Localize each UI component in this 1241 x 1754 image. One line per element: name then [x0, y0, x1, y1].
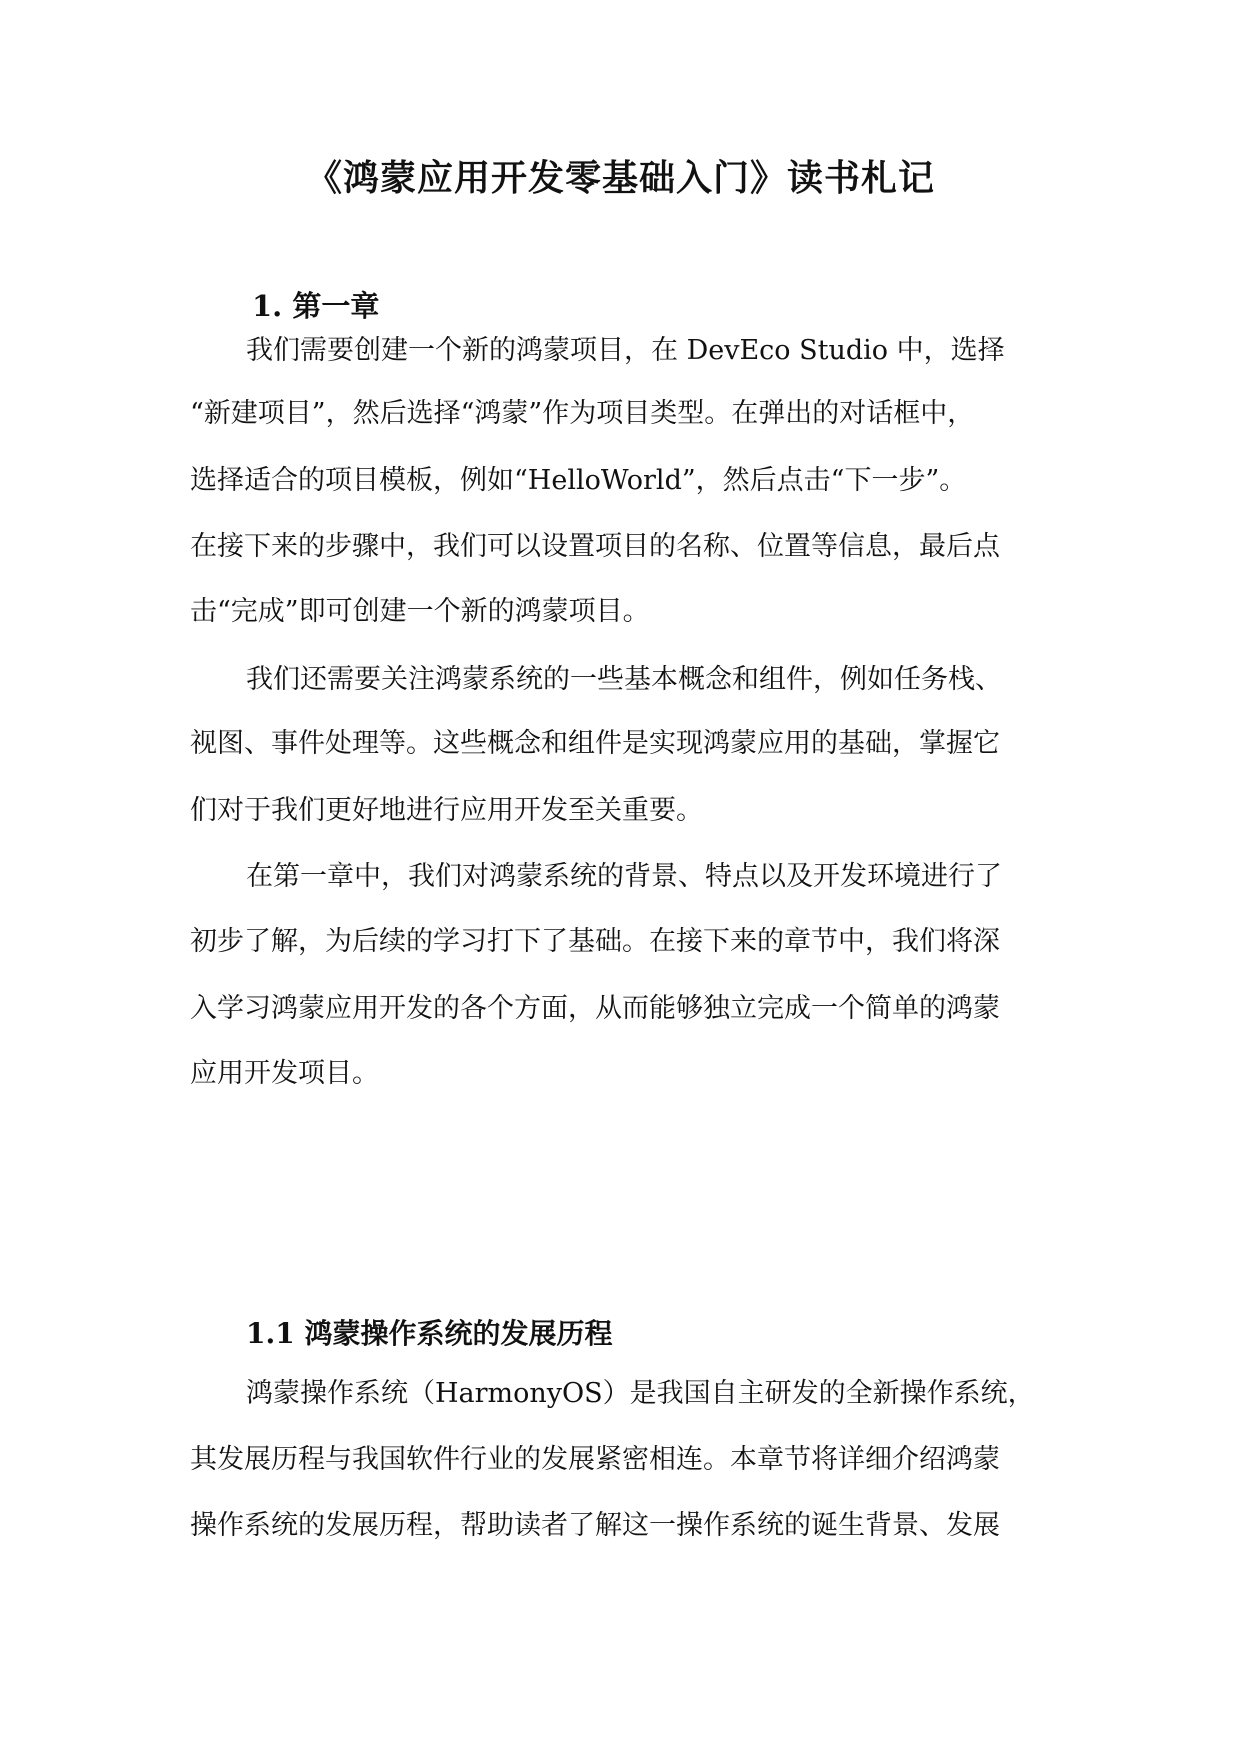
- paragraph-line: 在第一章中，我们对鸿蒙系统的背景、特点以及开发环境进行了: [246, 861, 1002, 892]
- paragraph-line: 们对于我们更好地进行应用开发至关重要。: [190, 795, 703, 826]
- paragraph-line: 初步了解，为后续的学习打下了基础。在接下来的章节中，我们将深: [190, 926, 1000, 957]
- paragraph-line: 应用开发项目。: [190, 1058, 379, 1089]
- paragraph-line: 击“完成”即可创建一个新的鸿蒙项目。: [190, 596, 650, 627]
- paragraph-line: 视图、事件处理等。这些概念和组件是实现鸿蒙应用的基础，掌握它: [190, 728, 1000, 759]
- paragraph-line: 我们需要创建一个新的鸿蒙项目，在 DevEco Studio 中，选择: [246, 335, 1005, 366]
- section-heading: 1.1 鸿蒙操作系统的发展历程: [246, 1317, 613, 1350]
- paragraph-line: 在接下来的步骤中，我们可以设置项目的名称、位置等信息，最后点: [190, 531, 1000, 562]
- paragraph-line: 选择适合的项目模板，例如“HelloWorld”，然后点击“下一步”。: [190, 465, 967, 496]
- paragraph-line: 操作系统的发展历程，帮助读者了解这一操作系统的诞生背景、发展: [190, 1510, 1000, 1541]
- paragraph-line: “新建项目”，然后选择“鸿蒙”作为项目类型。在弹出的对话框中，: [190, 398, 975, 429]
- paragraph-line: 鸿蒙操作系统（HarmonyOS）是我国自主研发的全新操作系统，: [246, 1378, 1035, 1409]
- paragraph-line: 我们还需要关注鸿蒙系统的一些基本概念和组件，例如任务栈、: [246, 664, 1002, 695]
- paragraph-line: 入学习鸿蒙应用开发的各个方面，从而能够独立完成一个简单的鸿蒙: [190, 993, 1000, 1024]
- paragraph-line: 其发展历程与我国软件行业的发展紧密相连。本章节将详细介绍鸿蒙: [190, 1444, 1000, 1475]
- chapter-heading: 1. 第一章: [252, 289, 380, 323]
- document-title: 《鸿蒙应用开发零基础入门》读书札记: [305, 157, 935, 199]
